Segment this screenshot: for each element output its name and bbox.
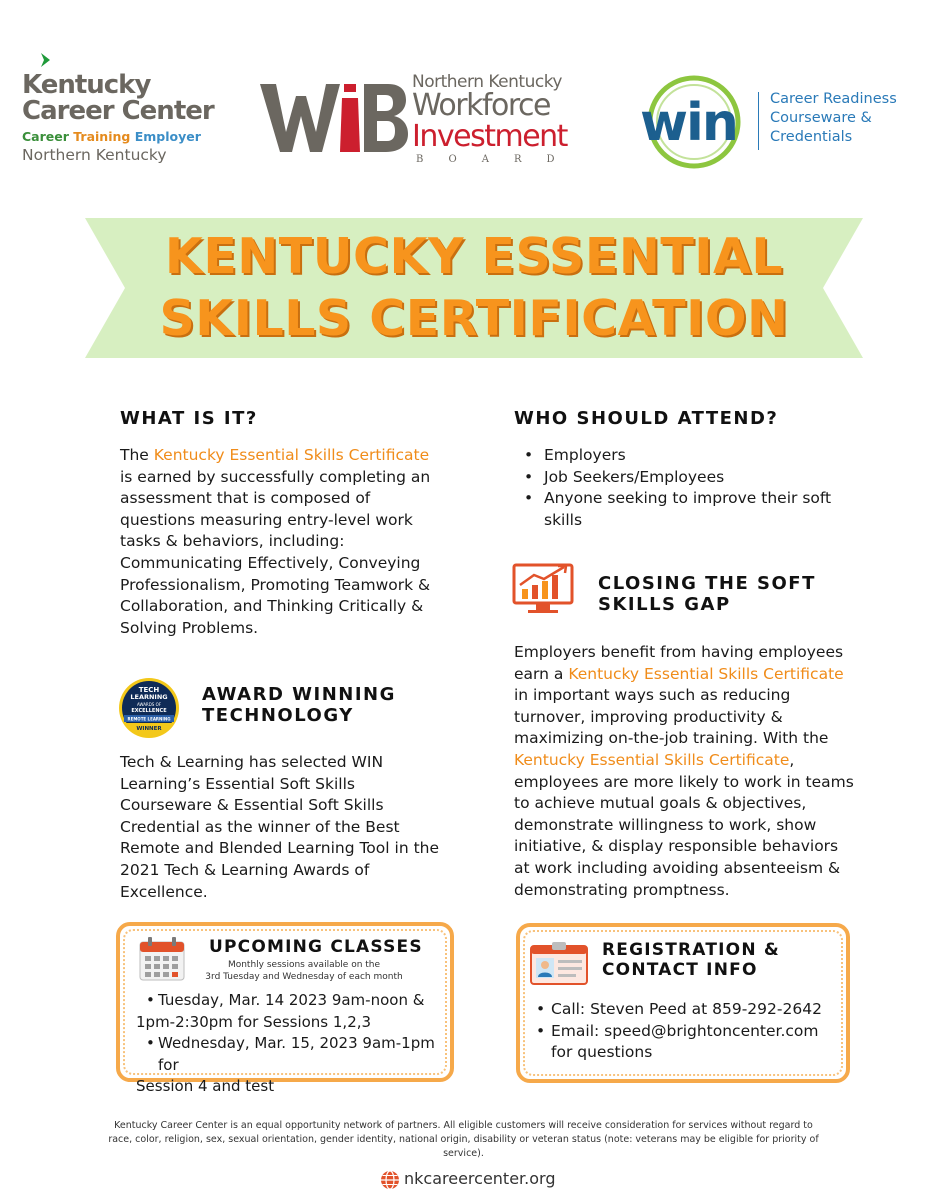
wib-northern-kentucky: Northern Kentucky	[412, 72, 562, 92]
win-tag-line1: Career Readiness	[770, 91, 897, 107]
what-is-it-body	[120, 445, 440, 639]
contact-heading-line2: CONTACT INFO	[602, 960, 758, 980]
globe-icon	[380, 1170, 400, 1190]
badge-line5: REMOTE LEARNING	[127, 716, 171, 722]
badge-line1: TECH	[138, 686, 160, 694]
award-heading-line2: TECHNOLOGY	[202, 705, 354, 726]
contact-card-icon	[530, 942, 588, 986]
contact-info-box	[516, 923, 850, 1083]
wib-investment: Investment	[412, 119, 567, 154]
classes-sub-line1: Monthly sessions available on the	[227, 960, 381, 970]
class1-line2: 1pm-2:30pm for Sessions 1,2,3	[136, 1012, 372, 1031]
class2-line1: • Wednesday, Mar. 15, 2023 9am-1pm for	[158, 1034, 435, 1074]
gap-text-3: , employees are more likely to work in teams to achieve mutual goals & objectives, demonstrate willingness to work, show initiative, & display responsible behaviors at work including avoiding absenteeism & demonstrating promptness.	[514, 750, 854, 899]
svg-text:win: win	[640, 93, 737, 153]
gap-text-2: in important ways such as reducing turnover, improving productivity & maximizing on-the-job training. With the	[514, 686, 829, 748]
win-ring-icon	[636, 74, 746, 174]
kcc-tag-employer: Employer	[134, 129, 201, 144]
gap-heading-line2: SKILLS GAP	[598, 594, 731, 615]
email-line2: for questions	[551, 1043, 653, 1062]
title-banner	[85, 218, 863, 358]
kcc-logo-line2: Career Center	[22, 96, 214, 126]
badge-line4: EXCELLENCE	[131, 708, 167, 714]
upcoming-classes-box	[116, 922, 454, 1096]
kcc-logo-tagline	[22, 129, 201, 144]
list-item: • Anyone seeking to improve their soft skills	[514, 488, 844, 531]
closing-gap-heading	[598, 573, 816, 615]
certificate-highlight: Kentucky Essential Skills Certificate	[153, 446, 430, 464]
list-item	[128, 990, 448, 1033]
wib-workforce: Workforce	[412, 88, 551, 123]
what-is-it-heading: WHAT IS IT?	[120, 408, 258, 429]
award-heading	[202, 684, 396, 726]
website-link[interactable]: nkcareercenter.org	[404, 1169, 556, 1188]
win-tagline	[770, 90, 897, 147]
list-item: • Employers	[514, 445, 844, 467]
contact-heading	[602, 940, 832, 980]
disclaimer-line1: Kentucky Career Center is an equal opportunity network of partners. All eligible customers will receive consideration for services without regard to	[114, 1120, 813, 1131]
class1-line1: • Tuesday, Mar. 14 2023 9am-noon &	[158, 991, 425, 1009]
contact-list	[524, 999, 844, 1064]
who-should-attend-heading: WHO SHOULD ATTEND?	[514, 408, 779, 429]
list-item: • Job Seekers/Employees	[514, 467, 844, 489]
kentucky-career-center-logo	[22, 50, 222, 170]
classes-sub-line2: 3rd Tuesday and Wednesday of each month	[205, 972, 403, 982]
disclaimer-line2: race, color, religion, sex, sexual orientation, gender identity, national origin, disability or veteran status (note: veterans may be eligible for priority of service).	[108, 1134, 819, 1159]
certificate-highlight: Kentucky Essential Skills Certificate	[514, 750, 790, 769]
award-body: Tech & Learning has selected WIN Learning’s Essential Soft Skills Courseware & Essential Soft Skills Credential as the winner of the Best Remote and Blended Learning Tool in the 2021 Tech & Learning Awards of Excellence.	[120, 753, 440, 901]
page-title-line2: SKILLS CERTIFICATION	[159, 290, 789, 347]
win-tag-line3: Credentials	[770, 129, 853, 145]
award-badge-icon	[118, 677, 180, 739]
page-title	[85, 226, 863, 350]
kcc-tag-training: Training	[73, 129, 131, 144]
equal-opportunity-disclaimer	[90, 1119, 837, 1161]
win-logo	[636, 74, 916, 174]
phone-contact: • Call: Steven Peed at 859-292-2642	[524, 999, 844, 1021]
certificate-highlight: Kentucky Essential Skills Certificate	[568, 664, 844, 683]
chevron-right-icon	[40, 52, 52, 68]
kcc-tag-career: Career	[22, 129, 69, 144]
badge-line2: LEARNING	[130, 693, 168, 701]
badge-line3: AWARDS OF	[136, 702, 162, 707]
win-tag-line2: Courseware &	[770, 110, 872, 126]
upcoming-classes-heading: UPCOMING CLASSES	[209, 937, 423, 957]
kcc-logo-region: Northern Kentucky	[22, 146, 167, 164]
contact-heading-line1: REGISTRATION &	[602, 940, 780, 960]
kcc-logo-line1: Kentucky	[22, 70, 151, 100]
class2-line2: Session 4 and test	[136, 1077, 275, 1096]
page-title-line1: KENTUCKY ESSENTIAL	[164, 228, 784, 285]
what-intro: The	[120, 446, 154, 464]
gap-text-1: Employers benefit from having employees earn a	[514, 643, 844, 683]
gap-heading-line1: CLOSING THE SOFT	[598, 573, 816, 594]
closing-gap-body	[514, 642, 854, 901]
attendee-list	[514, 445, 844, 531]
class-schedule-list	[128, 990, 448, 1098]
win-divider	[758, 92, 759, 150]
growth-chart-icon	[512, 561, 574, 616]
email-line1: • Email: speed@brightoncenter.com	[551, 1021, 819, 1040]
wib-logo	[258, 68, 593, 168]
award-heading-line1: AWARD WINNING	[202, 684, 396, 705]
wib-mark-icon	[260, 82, 408, 154]
calendar-icon	[138, 936, 186, 982]
wib-board: BOARD	[416, 154, 580, 165]
upcoming-classes-subtitle	[204, 959, 404, 983]
badge-line6: WINNER	[136, 726, 162, 732]
what-body-text: is earned by successfully completing an assessment that is composed of questions measuring entry-level work tasks & behaviors, including: Communicating Effectively, Conveying Professionalism, Promoting Teamwork & Collaboration, and Thinking Critically & Solving Problems.	[120, 467, 431, 637]
email-contact	[524, 1021, 844, 1064]
list-item	[128, 1033, 448, 1098]
